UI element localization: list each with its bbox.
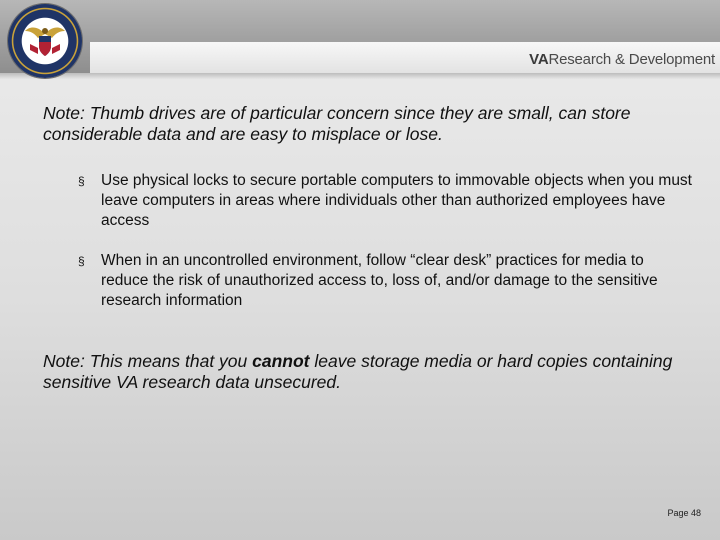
note-thumb-drives: Note: Thumb drives are of particular concern since they are small, can store considerable data and are easy to misplace or lose. — [43, 103, 631, 144]
va-seal-icon — [8, 4, 82, 78]
bullet-list — [43, 171, 693, 311]
brand-logo — [529, 51, 715, 68]
bullet-text: Use physical locks to secure portable computers to immovable objects when you must leave computers in areas where individuals other than authorized employees have access — [101, 172, 692, 229]
bullet-mark: § — [78, 254, 85, 268]
list-item — [43, 171, 693, 231]
brand-text: Research & Development — [548, 51, 715, 68]
list-item — [43, 251, 693, 311]
page-number: Page 48 — [667, 508, 701, 518]
slide-content — [43, 103, 693, 393]
header-band — [0, 73, 720, 79]
note2-before: Note: This means that you — [43, 351, 253, 371]
note2-emphasis: cannot — [252, 351, 310, 371]
note-storage-media — [43, 351, 693, 393]
brand-va: VA — [529, 51, 549, 68]
note2-after: leave storage media or hard copies containing sensitive VA research data unsecured. — [43, 351, 673, 392]
bullet-mark: § — [78, 174, 85, 188]
bullet-text: When in an uncontrolled environment, follow “clear desk” practices for media to reduce the risk of unauthorized access to, loss of, and/or damage to the sensitive research information — [101, 252, 658, 309]
